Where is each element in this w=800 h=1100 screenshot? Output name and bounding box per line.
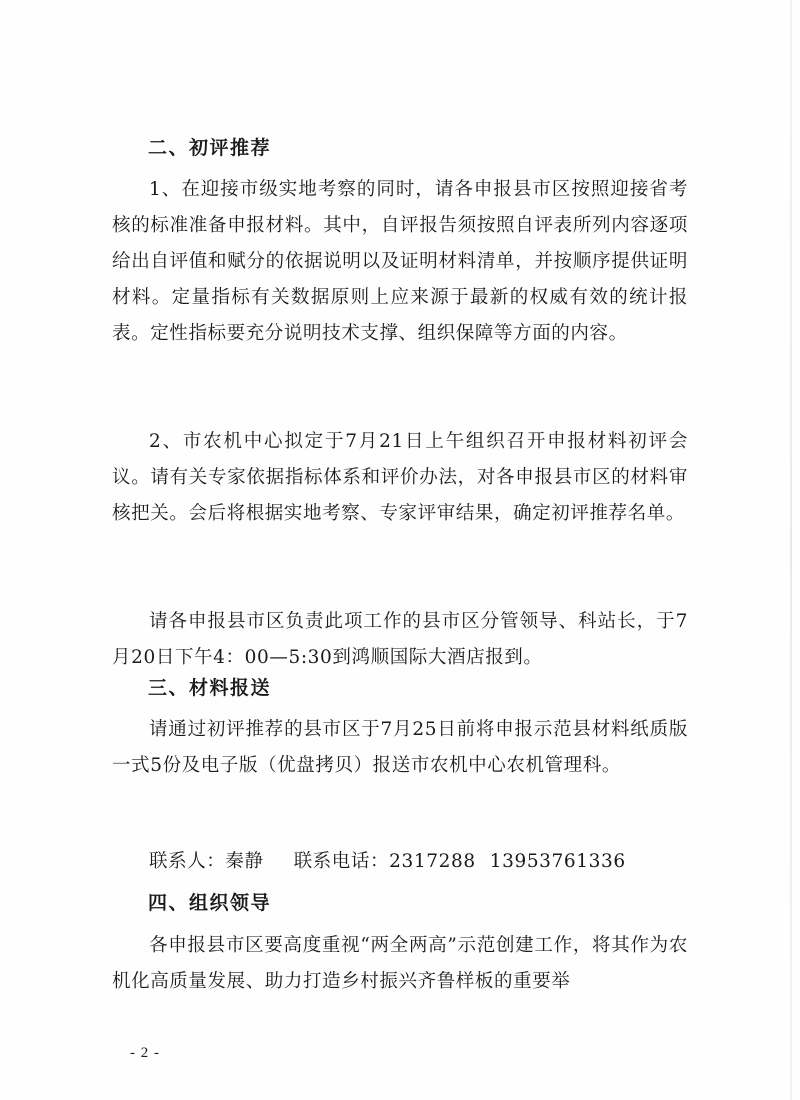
paragraph-text: 各申报县市区要高度重视“两全两高”示范创建工作，将其作为农机化高质量发展、助力打造乡村振兴齐鲁样板的重要举: [112, 935, 688, 992]
section-2-paragraph-1: [112, 172, 688, 352]
section-heading-2: 二、初评推荐: [148, 137, 272, 159]
section-heading-4: 四、组织领导: [148, 892, 272, 914]
section-3-paragraph-1: [112, 712, 688, 784]
contact-mobile: 13953761336: [489, 851, 626, 872]
contact-line: [149, 850, 626, 874]
contact-person: 联系人：秦静: [149, 851, 264, 872]
section-heading-3: 三、材料报送: [148, 677, 272, 699]
contact-phone: 联系电话：2317288: [293, 851, 476, 872]
page-number: - 2 -: [130, 1045, 160, 1061]
scan-edge-divider: [790, 0, 792, 1100]
paragraph-text: 请通过初评推荐的县市区于7月25日前将申报示范县材料纸质版一式5份及电子版（优盘拷贝）报送市农机中心农机管理科。: [112, 719, 688, 776]
paragraph-text: 请各申报县市区负责此项工作的县市区分管领导、科站长，于7月20日下午4：00—5:30到鸿顺国际大酒店报到。: [112, 611, 688, 668]
section-2-paragraph-3: [112, 604, 688, 676]
paragraph-text: 2、市农机中心拟定于7月21日上午组织召开申报材料初评会议。请有关专家依据指标体系和评价办法，对各申报县市区的材料审核把关。会后将根据实地考察、专家评审结果，确定初评推荐名单。: [112, 431, 688, 524]
section-2-paragraph-2: [112, 424, 688, 532]
section-4-paragraph-1: [112, 928, 688, 1000]
paragraph-text: 1、在迎接市级实地考察的同时，请各申报县市区按照迎接省考核的标准准备申报材料。其中，自评报告须按照自评表所列内容逐项给出自评值和赋分的依据说明以及证明材料清单，并按顺序提供证明材料。定量指标有关数据原则上应来源于最新的权威有效的统计报表。定性指标要充分说明技术支撑、组织保障等方面的内容。: [112, 179, 688, 344]
